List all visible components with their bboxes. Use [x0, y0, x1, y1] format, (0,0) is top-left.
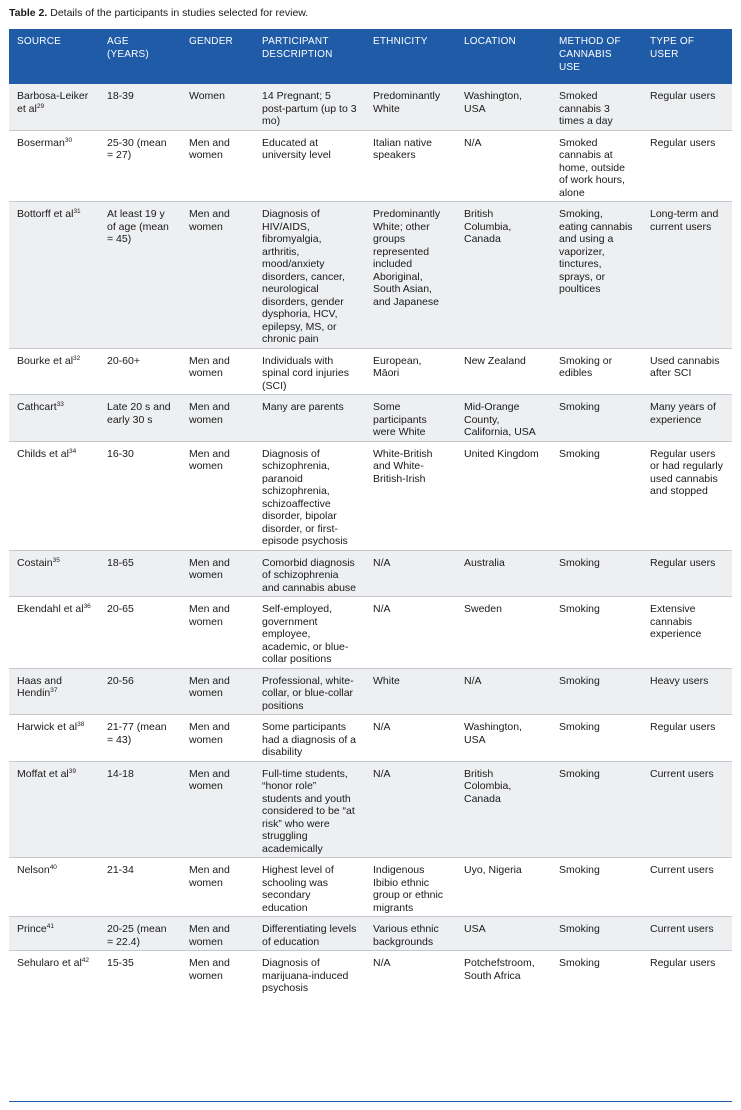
- reference-number: 32: [73, 354, 81, 362]
- description-text: Full-time students, “honor role” students and youth considered to be “at risk” who were struggling academically: [262, 767, 355, 855]
- table-row: [9, 761, 732, 858]
- ethnicity-text: Various ethnic backgrounds: [373, 923, 439, 948]
- location-cell: [456, 858, 551, 917]
- description-cell: [254, 858, 365, 917]
- ethnicity-cell: [365, 441, 456, 550]
- reference-number: 37: [50, 687, 58, 694]
- description-text: 14 Pregnant; 5 post-partum (up to 3 mo): [262, 90, 357, 127]
- location-cell: [456, 917, 551, 951]
- age-text: At least 19 y of age (mean = 45): [107, 208, 169, 245]
- age-cell: [99, 715, 181, 762]
- user-type-text: Regular users: [650, 90, 716, 102]
- reference-number: 31: [73, 208, 81, 215]
- column-header-location: LOCATION: [456, 29, 551, 84]
- user-type-cell: [642, 441, 732, 550]
- ethnicity-text: Italian native speakers: [373, 136, 432, 161]
- ethnicity-cell: [365, 395, 456, 442]
- description-cell: [254, 597, 365, 669]
- location-text: Washington, USA: [464, 721, 522, 746]
- source-cell: [9, 597, 99, 669]
- description-text: Self-employed, government employee, academic, or blue-collar positions: [262, 603, 349, 665]
- location-text: USA: [464, 923, 486, 935]
- description-cell: [254, 951, 365, 997]
- table-row: [9, 668, 732, 715]
- table-row: [9, 550, 732, 597]
- gender-cell: [181, 761, 254, 858]
- ethnicity-text: Some participants were White: [373, 401, 427, 438]
- ethnicity-cell: [365, 130, 456, 202]
- method-text: Smoked cannabis 3 times a day: [559, 90, 613, 127]
- table-row: [9, 858, 732, 917]
- column-header-age: AGE (YEARS): [99, 29, 181, 84]
- gender-cell: [181, 395, 254, 442]
- column-header-source: SOURCE: [9, 29, 99, 84]
- source-name: Bourke et al: [17, 354, 74, 367]
- location-text: N/A: [464, 136, 482, 149]
- reference-number: 29: [36, 102, 45, 110]
- ethnicity-cell: [365, 202, 456, 349]
- method-text: Smoking: [559, 603, 600, 615]
- table-row: [9, 441, 732, 550]
- gender-cell: [181, 348, 254, 395]
- age-text: 20-60+: [107, 354, 140, 367]
- table-header-row: [9, 29, 732, 84]
- gender-cell: [181, 951, 254, 997]
- source-cell: [9, 668, 99, 715]
- age-cell: [99, 202, 181, 349]
- gender-cell: [181, 858, 254, 917]
- age-text: Late 20 s and early 30 s: [107, 401, 171, 426]
- source-cell: [9, 348, 99, 395]
- user-type-cell: [642, 917, 732, 951]
- source-name: Prince: [17, 923, 47, 935]
- table-row: [9, 395, 732, 442]
- location-cell: [456, 348, 551, 395]
- source-cell: [9, 395, 99, 442]
- ethnicity-cell: [365, 668, 456, 715]
- source-cell: [9, 858, 99, 917]
- ethnicity-text: N/A: [373, 767, 391, 780]
- gender-text: Men and women: [189, 447, 230, 472]
- ethnicity-text: White-British and White-British-Irish: [373, 447, 433, 485]
- age-text: 21-77 (mean = 43): [107, 721, 167, 746]
- source-name: Boserman: [17, 136, 65, 149]
- description-cell: [254, 668, 365, 715]
- user-type-cell: [642, 348, 732, 395]
- ethnicity-cell: [365, 951, 456, 997]
- location-cell: [456, 84, 551, 130]
- method-text: Smoking: [559, 674, 600, 687]
- location-text: New Zealand: [464, 354, 526, 367]
- source-cell: [9, 917, 99, 951]
- user-type-text: Regular users: [650, 136, 716, 149]
- method-cell: [551, 550, 642, 597]
- age-cell: [99, 761, 181, 858]
- table-bottom-rule: [9, 1101, 732, 1102]
- reference-number: 41: [46, 923, 54, 930]
- user-type-cell: [642, 761, 732, 858]
- age-cell: [99, 917, 181, 951]
- user-type-text: Regular users: [650, 957, 716, 969]
- description-text: Some participants had a diagnosis of a disability: [262, 721, 356, 758]
- user-type-cell: [642, 130, 732, 202]
- source-name: Moffat et al: [17, 767, 69, 780]
- method-cell: [551, 951, 642, 997]
- source-cell: [9, 951, 99, 997]
- reference-number: 35: [52, 556, 60, 564]
- reference-number: 42: [81, 957, 90, 964]
- method-text: Smoking: [559, 401, 600, 413]
- gender-text: Men and women: [189, 136, 230, 161]
- age-text: 20-65: [107, 603, 134, 615]
- user-type-text: Current users: [650, 767, 714, 780]
- user-type-text: Many years of experience: [650, 401, 716, 426]
- user-type-cell: [642, 550, 732, 597]
- description-text: Educated at university level: [262, 136, 331, 161]
- ethnicity-cell: [365, 761, 456, 858]
- ethnicity-cell: [365, 84, 456, 130]
- ethnicity-text: Predominantly White: [373, 90, 441, 115]
- user-type-cell: [642, 715, 732, 762]
- location-cell: [456, 951, 551, 997]
- table-row: [9, 715, 732, 762]
- method-cell: [551, 858, 642, 917]
- gender-text: Men and women: [189, 208, 230, 233]
- location-text: British Colombia, Canada: [464, 767, 512, 805]
- gender-text: Men and women: [189, 957, 230, 982]
- user-type-cell: [642, 202, 732, 349]
- location-text: Australia: [464, 556, 505, 569]
- column-header-method: METHOD OF CANNABIS USE: [551, 29, 642, 84]
- description-cell: [254, 202, 365, 349]
- method-cell: [551, 761, 642, 858]
- location-text: Washington, USA: [464, 90, 522, 115]
- user-type-text: Current users: [650, 864, 714, 876]
- gender-cell: [181, 130, 254, 202]
- source-name: Childs et al: [17, 447, 69, 460]
- method-text: Smoking: [559, 864, 600, 876]
- reference-number: 36: [83, 603, 91, 610]
- location-cell: [456, 715, 551, 762]
- method-text: Smoking or edibles: [559, 354, 613, 379]
- table-row: [9, 951, 732, 997]
- user-type-cell: [642, 951, 732, 997]
- method-cell: [551, 348, 642, 395]
- ethnicity-cell: [365, 917, 456, 951]
- location-text: British Columbia, Canada: [464, 208, 512, 245]
- ethnicity-text: Predominantly White; other groups represented included Aboriginal, South Asian, and Japanese: [373, 208, 441, 308]
- age-cell: [99, 348, 181, 395]
- method-text: Smoking: [559, 447, 600, 460]
- table-row: [9, 597, 732, 669]
- method-text: Smoking: [559, 923, 600, 935]
- description-cell: [254, 761, 365, 858]
- location-cell: [456, 550, 551, 597]
- source-cell: [9, 202, 99, 349]
- age-cell: [99, 668, 181, 715]
- gender-cell: [181, 668, 254, 715]
- gender-cell: [181, 715, 254, 762]
- table-row: [9, 130, 732, 202]
- user-type-cell: [642, 84, 732, 130]
- method-cell: [551, 715, 642, 762]
- source-name: Ekendahl et al: [17, 603, 84, 615]
- reference-number: 39: [68, 767, 76, 775]
- gender-text: Men and women: [189, 603, 230, 628]
- age-cell: [99, 441, 181, 550]
- description-cell: [254, 348, 365, 395]
- ethnicity-cell: [365, 348, 456, 395]
- reference-number: 30: [64, 136, 73, 144]
- user-type-text: Used cannabis after SCI: [650, 354, 720, 379]
- column-header-description: PARTICIPANT DESCRIPTION: [254, 29, 365, 84]
- gender-text: Men and women: [189, 556, 230, 581]
- age-text: 18-65: [107, 556, 134, 569]
- source-cell: [9, 84, 99, 130]
- reference-number: 38: [77, 721, 85, 728]
- table-row: [9, 84, 732, 130]
- source-cell: [9, 715, 99, 762]
- gender-text: Men and women: [189, 721, 230, 746]
- table-row: [9, 917, 732, 951]
- table-caption-text: Details of the participants in studies selected for review.: [50, 7, 309, 19]
- age-text: 15-35: [107, 957, 134, 969]
- gender-cell: [181, 84, 254, 130]
- description-cell: [254, 395, 365, 442]
- method-cell: [551, 202, 642, 349]
- description-text: Professional, white-collar, or blue-collar positions: [262, 674, 354, 712]
- method-cell: [551, 917, 642, 951]
- age-cell: [99, 84, 181, 130]
- method-cell: [551, 84, 642, 130]
- ethnicity-cell: [365, 715, 456, 762]
- description-text: Differentiating levels of education: [262, 923, 357, 948]
- description-cell: [254, 715, 365, 762]
- location-text: N/A: [464, 674, 482, 687]
- source-name: Nelson: [17, 864, 50, 876]
- age-cell: [99, 395, 181, 442]
- method-text: Smoked cannabis at home, outside of work hours, alone: [559, 136, 625, 199]
- source-name: Barbosa-Leiker et al: [17, 90, 89, 115]
- location-cell: [456, 202, 551, 349]
- method-cell: [551, 130, 642, 202]
- location-cell: [456, 597, 551, 669]
- location-text: United Kingdom: [464, 447, 539, 460]
- gender-text: Men and women: [189, 354, 230, 379]
- gender-cell: [181, 441, 254, 550]
- method-text: Smoking: [559, 767, 600, 780]
- gender-cell: [181, 917, 254, 951]
- location-cell: [456, 130, 551, 202]
- gender-text: Men and women: [189, 401, 230, 426]
- user-type-cell: [642, 597, 732, 669]
- user-type-cell: [642, 668, 732, 715]
- user-type-text: Long-term and current users: [650, 208, 719, 233]
- location-cell: [456, 395, 551, 442]
- source-cell: [9, 130, 99, 202]
- gender-text: Men and women: [189, 674, 230, 699]
- user-type-text: Current users: [650, 923, 714, 935]
- table-row: [9, 202, 732, 349]
- user-type-text: Regular users: [650, 556, 716, 569]
- age-cell: [99, 130, 181, 202]
- source-cell: [9, 550, 99, 597]
- user-type-text: Extensive cannabis experience: [650, 603, 702, 640]
- ethnicity-text: N/A: [373, 957, 391, 969]
- gender-text: Men and women: [189, 923, 230, 948]
- method-text: Smoking: [559, 556, 600, 569]
- user-type-cell: [642, 395, 732, 442]
- user-type-text: Heavy users: [650, 674, 709, 687]
- location-text: Potchefstroom, South Africa: [464, 957, 535, 982]
- method-text: Smoking: [559, 957, 600, 969]
- reference-number: 34: [68, 447, 77, 455]
- location-text: Sweden: [464, 603, 502, 615]
- description-text: Individuals with spinal cord injuries (SCI): [262, 354, 349, 392]
- gender-text: Men and women: [189, 767, 230, 792]
- ethnicity-text: N/A: [373, 721, 391, 733]
- location-cell: [456, 441, 551, 550]
- method-text: Smoking: [559, 721, 600, 733]
- location-text: Uyo, Nigeria: [464, 864, 522, 876]
- table-body: [9, 84, 732, 997]
- gender-cell: [181, 597, 254, 669]
- ethnicity-text: Indigenous Ibibio ethnic group or ethnic migrants: [373, 864, 444, 914]
- table-row: [9, 348, 732, 395]
- description-cell: [254, 130, 365, 202]
- description-text: Diagnosis of schizophrenia, paranoid schizophrenia, schizoaffective disorder, bipolar disorder, or first-episode psychosis: [262, 447, 348, 547]
- age-cell: [99, 858, 181, 917]
- ethnicity-text: White: [373, 674, 400, 687]
- method-cell: [551, 668, 642, 715]
- source-name: Cathcart: [17, 401, 57, 413]
- source-name: Sehularo et al: [17, 957, 82, 969]
- gender-text: Women: [189, 90, 225, 102]
- ethnicity-cell: [365, 550, 456, 597]
- age-text: 21-34: [107, 864, 134, 876]
- description-text: Many are parents: [262, 401, 344, 413]
- age-text: 16-30: [107, 447, 134, 460]
- gender-cell: [181, 202, 254, 349]
- table-caption: [9, 6, 308, 20]
- location-cell: [456, 761, 551, 858]
- method-cell: [551, 597, 642, 669]
- description-cell: [254, 441, 365, 550]
- source-cell: [9, 761, 99, 858]
- description-text: Diagnosis of marijuana-induced psychosis: [262, 957, 349, 994]
- ethnicity-text: N/A: [373, 556, 391, 569]
- source-name: Haas and Hendin: [17, 674, 62, 699]
- age-cell: [99, 597, 181, 669]
- age-text: 25-30 (mean = 27): [107, 136, 167, 161]
- age-text: 20-56: [107, 674, 134, 687]
- ethnicity-text: N/A: [373, 603, 391, 615]
- ethnicity-text: European, Māori: [373, 354, 422, 379]
- reference-number: 33: [56, 401, 64, 408]
- method-cell: [551, 395, 642, 442]
- age-cell: [99, 951, 181, 997]
- participants-table: [9, 29, 732, 997]
- method-text: Smoking, eating cannabis and using a vaporizer, tinctures, sprays, or poultices: [559, 208, 633, 295]
- ethnicity-cell: [365, 597, 456, 669]
- age-text: 14-18: [107, 767, 134, 780]
- age-text: 20-25 (mean = 22.4): [107, 923, 167, 948]
- description-text: Highest level of schooling was secondary education: [262, 864, 334, 914]
- column-header-ethnicity: ETHNICITY: [365, 29, 456, 84]
- description-text: Diagnosis of HIV/AIDS, fibromyalgia, arthritis, mood/anxiety disorders, cancer, neurological disorders, gender dysphoria, HCV, epilepsy, MS, or chronic pain: [262, 208, 345, 345]
- column-header-gender: GENDER: [181, 29, 254, 84]
- source-name: Harwick et al: [17, 721, 78, 733]
- age-text: 18-39: [107, 90, 134, 102]
- ethnicity-cell: [365, 858, 456, 917]
- reference-number: 40: [49, 864, 57, 871]
- user-type-text: Regular users: [650, 721, 716, 733]
- user-type-cell: [642, 858, 732, 917]
- column-header-user-type: TYPE OF USER: [642, 29, 732, 84]
- source-cell: [9, 441, 99, 550]
- description-cell: [254, 550, 365, 597]
- method-cell: [551, 441, 642, 550]
- location-cell: [456, 668, 551, 715]
- description-cell: [254, 84, 365, 130]
- source-name: Costain: [17, 556, 53, 569]
- description-text: Comorbid diagnosis of schizophrenia and cannabis abuse: [262, 556, 356, 594]
- source-name: Bottorff et al: [17, 208, 74, 220]
- location-text: Mid-Orange County, California, USA: [464, 401, 536, 438]
- table-caption-label: Table 2.: [9, 7, 48, 19]
- description-cell: [254, 917, 365, 951]
- gender-cell: [181, 550, 254, 597]
- user-type-text: Regular users or had regularly used cannabis and stopped: [650, 447, 723, 497]
- age-cell: [99, 550, 181, 597]
- gender-text: Men and women: [189, 864, 230, 889]
